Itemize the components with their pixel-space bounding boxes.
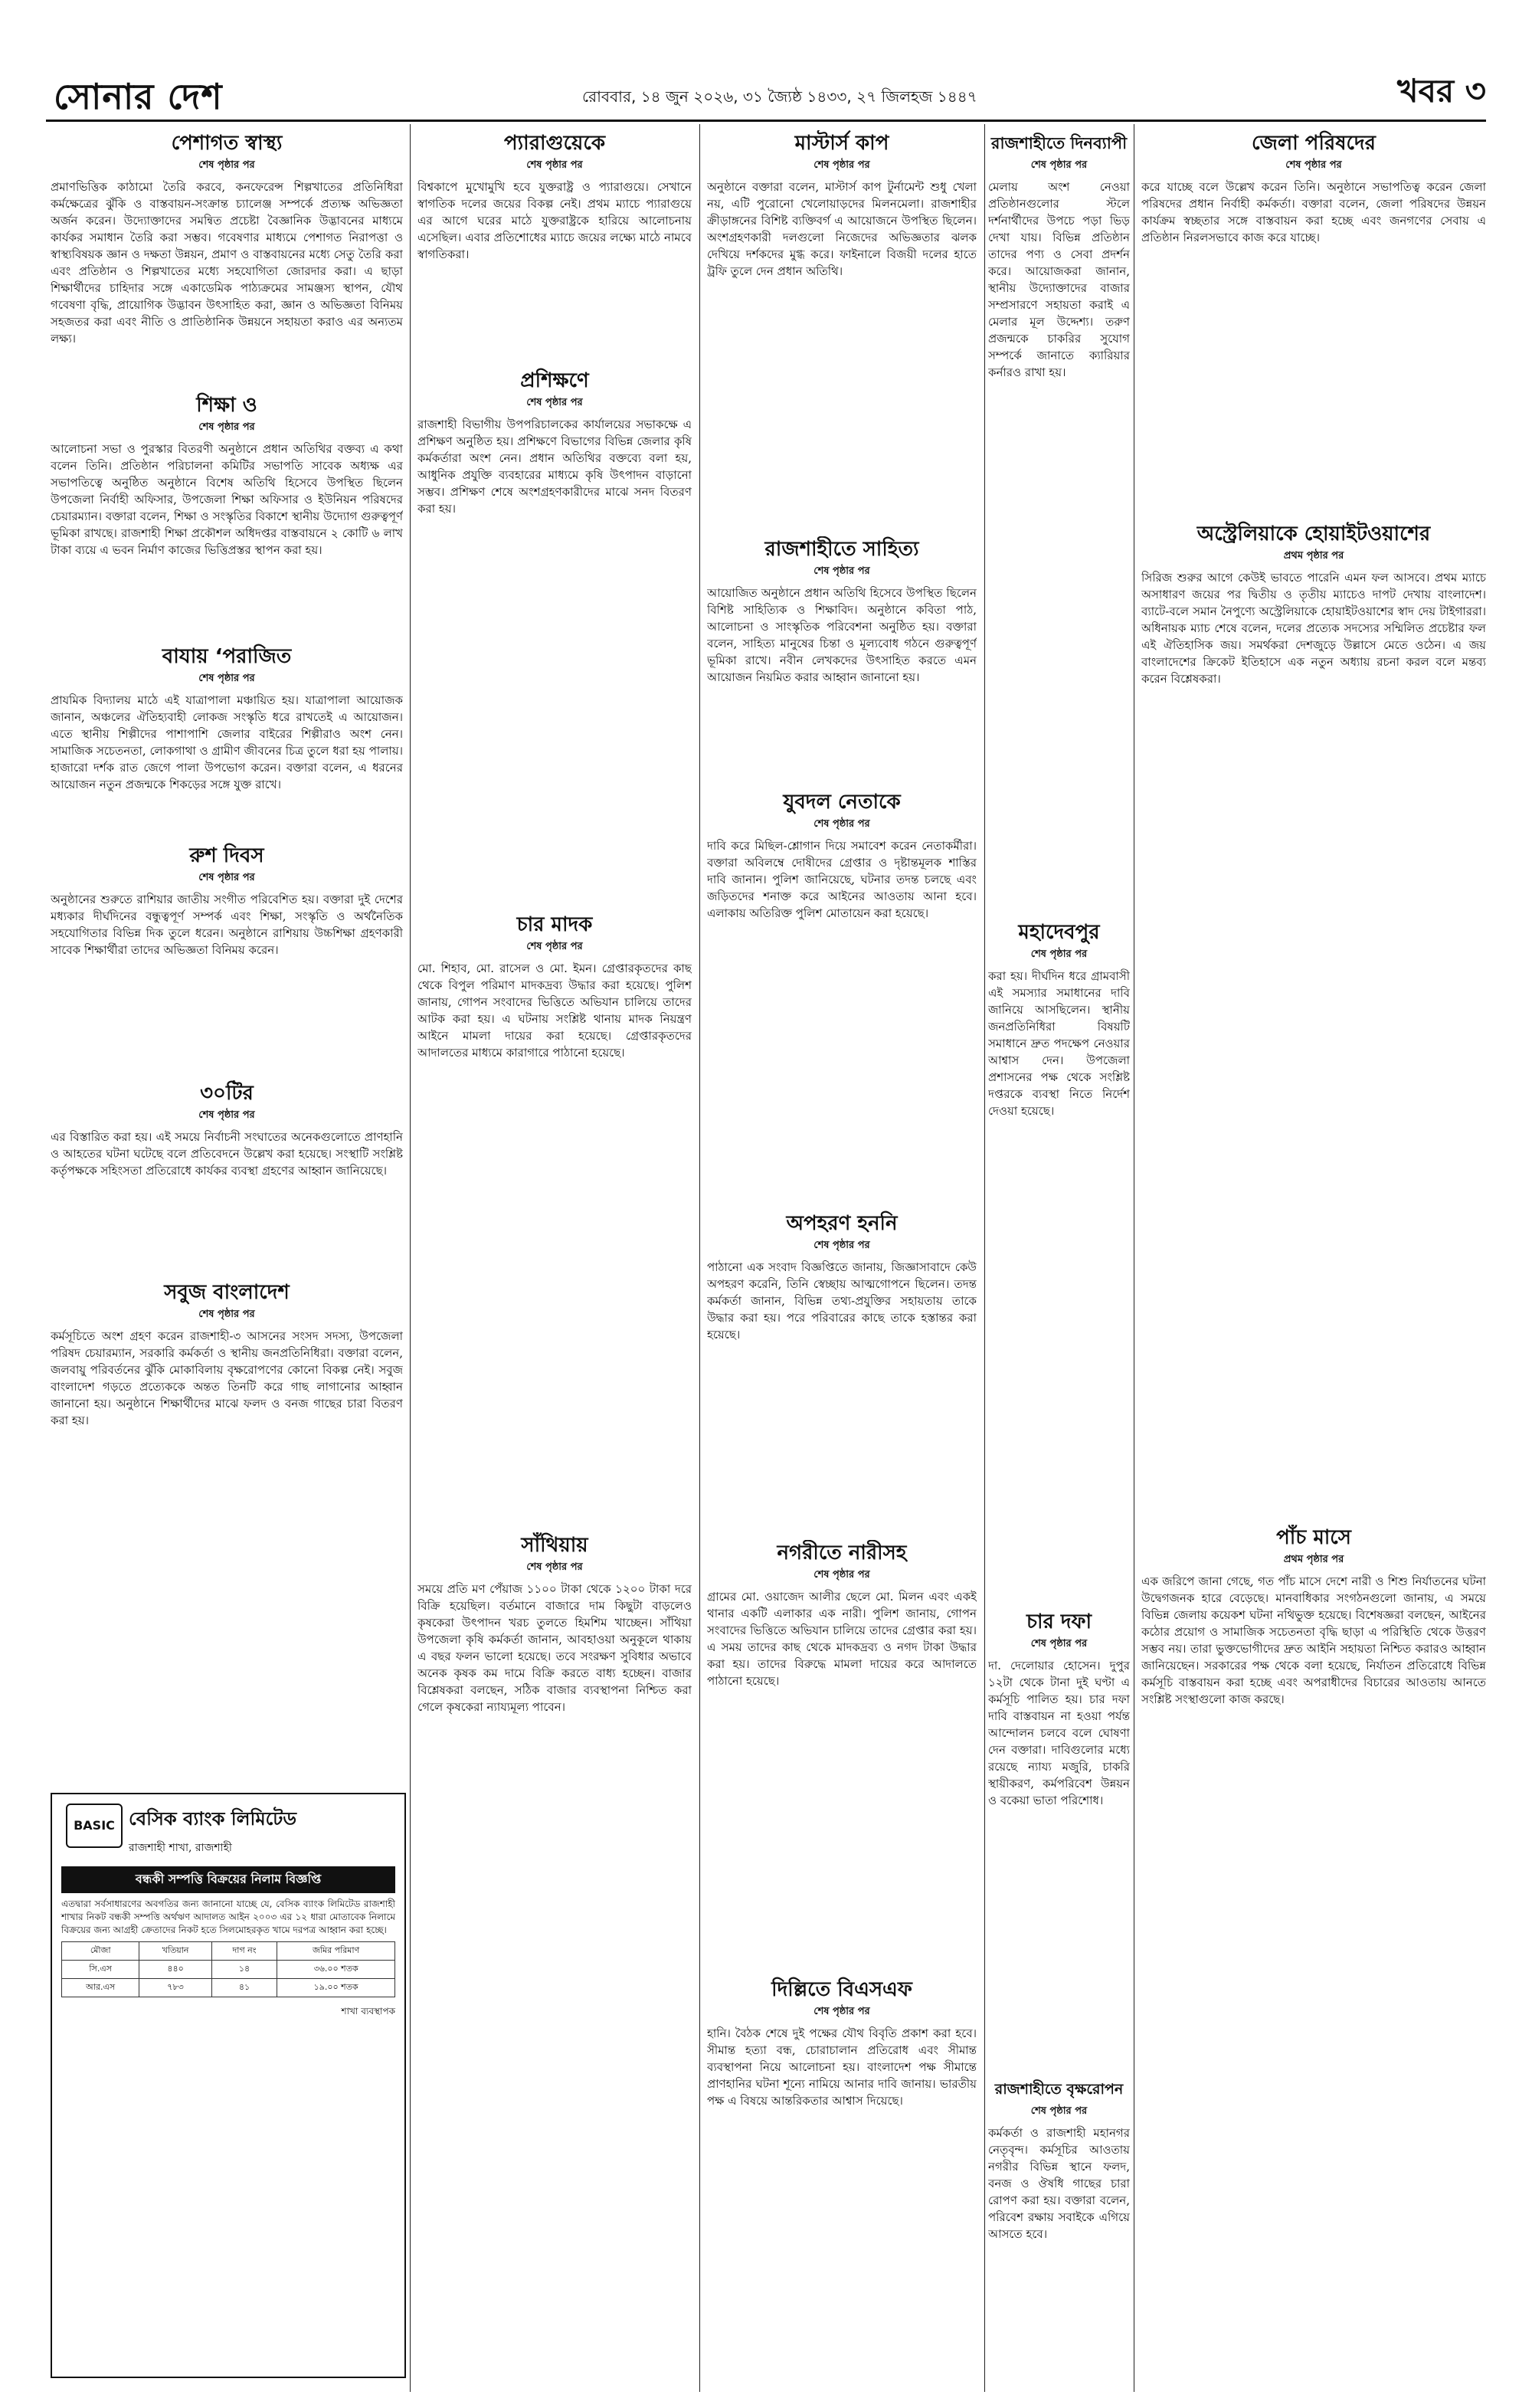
continued-label: শেষ পৃষ্ঠার পর	[198, 159, 255, 171]
bank-name: বেসিক ব্যাংক লিমিটেড	[129, 1808, 297, 1830]
story-body: প্রমাণভিত্তিক কাঠামো তৈরি করবে, কনফেরেন্স শিল্পখাতের প্রতিনিধিরা কর্মক্ষেত্রের ঝুঁকি ও বাস্তবায়ন-সংক্রান্ত চ্যালেঞ্জ সম্পর্কে প্রত্যক্ষ অভিজ্ঞতা অর্জন করেন। উদ্যোক্তাদের সমন্বিত প্রচেষ্টা বৈজ্ঞানিক উদ্ভাবনের মাধ্যমে কার্যকর সমাধান তৈরি করা সম্ভব। গবেষণার মাধ্যমে পেশাগত নিরাপত্তা ও স্বাস্থ্যবিষয়ক জ্ঞান ও দক্ষতা উন্নয়ন, প্রমাণ ও বাস্তবায়নের মধ্যে সেতু তৈরি করা এবং প্রতিষ্ঠান ও শিল্পখাতের মধ্যে সহযোগিতা জোরদার করা। এ ছাড়া শিক্ষার্থীদের চাহিদার সঙ্গে একাডেমিক পাঠ্যক্রমের সামঞ্জস্য স্থাপন, যৌথ গবেষণা বৃদ্ধি, প্রায়োগিক উদ্ভাবন উৎসাহিত করা, জ্ঞান ও অভিজ্ঞতা বিনিময় সহজতর করা এবং নীতি ও প্রাতিষ্ঠানিক উন্নয়নে সহায়তা করাও এর অন্যতম লক্ষ্য।	[51, 180, 403, 346]
story-body: হানি। বৈঠক শেষে দুই পক্ষের যৌথ বিবৃতি প্রকাশ করা হবে। সীমান্ত হত্যা বন্ধ, চোরাচালান প্রতিরোধ এবং সীমান্ত ব্যবস্থাপনা নিয়ে আলোচনা হয়। বাংলাদেশ পক্ষ সীমান্তে প্রাণহানির ঘটনা শূন্যে নামিয়ে আনার দাবি জানায়। ভারতীয় পক্ষ এ বিষয়ে আন্তরিকতার আশ্বাস দিয়েছে।	[707, 2026, 977, 2108]
story-green-bangladesh	[51, 1279, 403, 1785]
story-title: অস্ট্রেলিয়াকে হোয়াইটওয়াশের	[1196, 523, 1431, 545]
story-title: জেলা পরিষদের	[1252, 132, 1376, 155]
continued-label: শেষ পৃষ্ঠার পর	[813, 159, 870, 171]
column-divider	[699, 124, 700, 2392]
continued-label: শেষ পৃষ্ঠার পর	[1030, 1638, 1088, 1650]
story-body: মো. শিহাব, মো. রাসেল ও মো. ইমন। গ্রেপ্তারকৃতদের কাছ থেকে বিপুল পরিমাণ মাদকদ্রব্য উদ্ধার করা হয়েছে। পুলিশ জানায়, গোপন সংবাদের ভিত্তিতে অভিযান চালিয়ে তাদের আটক করা হয়। এ ঘটনায় সংশ্লিষ্ট থানায় মাদক নিয়ন্ত্রণ আইনে মামলা দায়ের করা হয়েছে। গ্রেপ্তারকৃতদের আদালতের মাধ্যমে কারাগারে পাঠানো হয়েছে।	[417, 962, 692, 1060]
bank-logo: BASIC	[66, 1804, 123, 1848]
story-literature	[707, 536, 977, 781]
newspaper-logo: সোনার দেশ	[54, 76, 223, 117]
story-body: সিরিজ শুরুর আগে কেউই ভাবতে পারেনি এমন ফল আসবে। প্রথম ম্যাচে অসাধারণ জয়ের পর দ্বিতীয় ও তৃতীয় ম্যাচেও দাপট দেখায় বাংলাদেশ। ব্যাটে-বলে সমান নৈপুণ্যে অস্ট্রেলিয়াকে হোয়াইটওয়াশের স্বাদ দেয় টাইগাররা। অধিনায়ক ম্যাচ শেষে বলেন, দলের প্রত্যেক সদস্যের সম্মিলিত প্রচেষ্টার ফল এই ঐতিহাসিক জয়। সমর্থকরা দেশজুড়ে উল্লাসে মেতে ওঠেন। এ জয় বাংলাদেশের ক্রিকেট ইতিহাসে এক নতুন অধ্যায় রচনা করল বলে মন্তব্য করেন বিশ্লেষকরা।	[1141, 571, 1486, 686]
story-title: নগরীতে নারীসহ	[777, 1541, 907, 1564]
continued-label: শেষ পৃষ্ঠার পর	[526, 159, 583, 171]
table-row	[62, 1942, 395, 1961]
continued-label: শেষ পৃষ্ঠার পর	[198, 1309, 255, 1320]
continued-label: শেষ পৃষ্ঠার পর	[526, 397, 583, 408]
story-santhia	[417, 1532, 692, 2375]
story-title: মহাদেবপুর	[1018, 921, 1100, 944]
continued-label: প্রথম পৃষ্ঠার পর	[1283, 550, 1344, 562]
story-title: ৩০টির	[200, 1082, 254, 1105]
continued-label: শেষ পৃষ্ঠার পর	[813, 565, 870, 577]
story-body: মেলায় অংশ নেওয়া প্রতিষ্ঠানগুলোর স্টলে দর্শনার্থীদের উপচে পড়া ভিড় দেখা যায়। বিভিন্ন প্রতিষ্ঠান তাদের পণ্য ও সেবা প্রদর্শন করে। আয়োজকরা জানান, স্থানীয় উদ্যোক্তাদের বাজার সম্প্রসারণে সহায়তা করাই এ মেলার মূল উদ্দেশ্য। তরুণ প্রজন্মকে চাকরির সুযোগ সম্পর্কে জানাতে ক্যারিয়ার কর্নারও রাখা হয়।	[988, 180, 1130, 379]
continued-label: শেষ পৃষ্ঠার পর	[813, 2006, 870, 2017]
continued-label: শেষ পৃষ্ঠার পর	[813, 1569, 870, 1581]
story-day-long	[988, 130, 1130, 912]
continued-label: প্রথম পৃষ্ঠার পর	[1283, 1554, 1344, 1565]
property-table	[61, 1941, 395, 1997]
story-four-drugs	[417, 912, 692, 1463]
masthead	[0, 0, 1532, 115]
story-title: রাজশাহীতে দিনব্যাপী	[990, 134, 1128, 152]
continued-label: শেষ পৃষ্ঠার পর	[1285, 159, 1342, 171]
story-masters-cup	[707, 130, 977, 529]
table-row	[62, 1961, 395, 1979]
story-body: অনুষ্ঠানে বক্তারা বলেন, মাস্টার্স কাপ টুর্নামেন্ট শুধু খেলা নয়, এটি পুরোনো খেলোয়াড়দের মিলনমেলা। রাজশাহীর ক্রীড়াঙ্গনের বিশিষ্ট ব্যক্তিবর্গ এ আয়োজনে উপস্থিত ছিলেন। অংশগ্রহণকারী দলগুলো নিজেদের অভিজ্ঞতার ঝলক দেখিয়ে দর্শকদের মুগ্ধ করে। ফাইনালে বিজয়ী দলের হাতে ট্রফি তুলে দেন প্রধান অতিথি।	[707, 180, 977, 278]
table-cell: মৌজা	[62, 1942, 139, 1961]
story-title: যুবদল নেতাকে	[783, 791, 901, 814]
table-cell: ৪৪০	[139, 1961, 211, 1979]
continued-label: শেষ পৃষ্ঠার পর	[1030, 2105, 1088, 2117]
table-cell: দাগ নং	[211, 1942, 277, 1961]
story-district-council	[1141, 130, 1486, 513]
continued-label: শেষ পৃষ্ঠার পর	[198, 421, 255, 433]
table-cell: আর.এস	[62, 1979, 139, 1997]
story-jatra	[51, 644, 403, 835]
story-title: রাজশাহীতে সাহিত্য	[764, 538, 919, 561]
story-jubodal	[707, 789, 977, 1203]
story-occupational-health	[51, 130, 403, 383]
story-training	[417, 368, 692, 751]
story-australia-whitewash	[1141, 521, 1486, 1517]
story-mohadevpur	[988, 919, 1130, 1601]
story-title: চার দফা	[1026, 1610, 1092, 1633]
table-cell: জমির পরিমাণ	[277, 1942, 395, 1961]
story-body: দাবি করে মিছিল-শ্লোগান দিয়ে সমাবেশ করেন নেতাকর্মীরা। বক্তারা অবিলম্বে দোষীদের গ্রেপ্তার ও দৃষ্টান্তমূলক শাস্তির দাবি জানান। পুলিশ জানিয়েছে, ঘটনার তদন্ত চলছে এবং জড়িতদের শনাক্ত করে আইনের আওতায় আনা হবে। এলাকায় অতিরিক্ত পুলিশ মোতায়েন করা হয়েছে।	[707, 839, 977, 920]
story-title: শিক্ষা ও	[196, 394, 257, 417]
story-body: কর্মকর্তা ও রাজশাহী মহানগর নেতৃবৃন্দ। কর্মসূচির আওতায় নগরীর বিভিন্ন স্থানে ফলদ, বনজ ও ঔষধি গাছের চারা রোপণ করা হয়। বক্তারা বলেন, পরিবেশ রক্ষায় সবাইকে এগিয়ে আসতে হবে।	[988, 2126, 1130, 2241]
story-title: চার মাদক	[516, 913, 593, 936]
story-four-demands	[988, 1609, 1130, 2069]
column-divider	[410, 124, 411, 2392]
table-cell: ৩৬.০০ শতক	[277, 1961, 395, 1979]
story-body: এক জরিপে জানা গেছে, গত পাঁচ মাসে দেশে নারী ও শিশু নির্যাতনের ঘটনা উদ্বেগজনক হারে বেড়েছে। মানবাধিকার সংগঠনগুলো জানায়, এ সময়ে বিভিন্ন জেলায় কয়েকশ ঘটনা নথিভুক্ত হয়েছে। বিশেষজ্ঞরা বলছেন, আইনের কঠোর প্রয়োগ ও সামাজিক সচেতনতা বৃদ্ধি ছাড়া এ পরিস্থিতি থেকে উত্তরণ সম্ভব নয়। তারা ভুক্তভোগীদের দ্রুত আইনি সহায়তা নিশ্চিত করারও আহ্বান জানিয়েছেন। সরকারের পক্ষ থেকে বলা হয়েছে, নির্যাতন প্রতিরোধে বিভিন্ন কর্মসূচি বাস্তবায়ন করা হচ্ছে এবং অপরাধীদের বিচারের আওতায় আনতে সংশ্লিষ্ট সংস্থাগুলো কাজ করছে।	[1141, 1574, 1486, 1706]
story-city-woman	[707, 1540, 977, 1969]
continued-label: শেষ পৃষ্ঠার পর	[813, 818, 870, 830]
story-five-months	[1141, 1525, 1486, 2375]
story-title: পাঁচ মাসে	[1276, 1526, 1351, 1549]
story-body: কর্মসূচিতে অংশ গ্রহণ করেন রাজশাহী-৩ আসনের সংসদ সদস্য, উপজেলা পরিষদ চেয়ারম্যান, সরকারি কর্মকর্তা ও স্থানীয় জনপ্রতিনিধিরা। বক্তারা বলেন, জলবায়ু পরিবর্তনের ঝুঁকি মোকাবিলায় বৃক্ষরোপণের কোনো বিকল্প নেই। সবুজ বাংলাদেশ গড়তে প্রত্যেককে অন্তত তিনটি করে গাছ লাগানোর আহ্বান জানানো হয়। অনুষ্ঠানে শিক্ষার্থীদের মাঝে ফলদ ও বনজ গাছের চারা বিতরণ করা হয়।	[51, 1329, 403, 1427]
story-title: রাজশাহীতে বৃক্ষরোপন	[994, 2081, 1124, 2098]
continued-label: শেষ পৃষ্ঠার পর	[813, 1240, 870, 1251]
continued-label: শেষ পৃষ্ঠার পর	[198, 872, 255, 883]
bank-branch: রাজশাহী শাখা, রাজশাহী	[129, 1842, 232, 1854]
story-russia-day	[51, 843, 403, 1073]
story-thirty	[51, 1080, 403, 1272]
story-title: মাস্টার্স কাপ	[794, 132, 889, 155]
story-tree-planting	[988, 2076, 1130, 2375]
table-row	[62, 1979, 395, 1997]
section-label: খবর ৩	[1397, 72, 1486, 110]
table-cell: ১৪	[211, 1961, 277, 1979]
story-body: করে যাচ্ছে বলে উল্লেখ করেন তিনি। অনুষ্ঠানে সভাপতিত্ব করেন জেলা পরিষদের প্রধান নির্বাহী কর্মকর্তা। বক্তারা বলেন, জেলা পরিষদের উন্নয়ন কার্যক্রম স্বচ্ছতার সঙ্গে বাস্তবায়ন করা হচ্ছে এবং জনগণের সেবায় এ প্রতিষ্ঠান নিরলসভাবে কাজ করে যাচ্ছে।	[1141, 180, 1486, 244]
story-body: বিশ্বকাপে মুখোমুখি হবে যুক্তরাষ্ট্র ও প্যারাগুয়ে। সেখানে স্বাগতিক দলের জয়ের বিকল্প নেই। প্রথম ম্যাচে প্যারাগুয়ে এর আগে ঘরের মাঠে যুক্তরাষ্ট্রকে হারিয়ে আলোচনায় এসেছিল। এবার প্রতিশোধের ম্যাচে জয়ের লক্ষ্যে মাঠে নামবে স্বাগতিকরা।	[417, 180, 692, 261]
story-education	[51, 392, 403, 637]
notice-heading: বন্ধকী সম্পত্তি বিক্রয়ের নিলাম বিজ্ঞপ্তি	[61, 1866, 395, 1893]
story-body: সময়ে প্রতি মণ পেঁয়াজ ১১০০ টাকা থেকে ১২০০ টাকা দরে বিক্রি হয়েছিল। বর্তমানে বাজারে দাম কিছুটা বাড়লেও কৃষকেরা উৎপাদন খরচ তুলতে হিমশিম খাচ্ছেন। সাঁথিয়া উপজেলা কৃষি কর্মকর্তা জানান, আবহাওয়া অনুকূলে থাকায় এ বছর ফলন ভালো হয়েছে। তবে সংরক্ষণ সুবিধার অভাবে অনেক কৃষক কম দামে বিক্রি করতে বাধ্য হচ্ছেন। বাজার বিশ্লেষকরা বলছেন, সঠিক বাজার ব্যবস্থাপনা নিশ্চিত করা গেলে কৃষকেরা ন্যায্যমূল্য পাবেন।	[417, 1582, 692, 1714]
story-title: পেশাগত স্বাস্থ্য	[171, 132, 283, 155]
continued-label: শেষ পৃষ্ঠার পর	[526, 1561, 583, 1573]
table-cell: ৪১	[211, 1979, 277, 1997]
table-cell: ১৯.০০ শতক	[277, 1979, 395, 1997]
table-cell: খতিয়ান	[139, 1942, 211, 1961]
masthead-rule	[46, 120, 1486, 122]
dateline: রোববার, ১৪ জুন ২০২৬, ৩১ জ্যৈষ্ঠ ১৪৩৩, ২৭ জিলহজ ১৪৪৭	[582, 87, 977, 106]
story-body: পাঠানো এক সংবাদ বিজ্ঞপ্তিতে জানায়, জিজ্ঞাসাবাদে কেউ অপহরণ করেনি, তিনি স্বেচ্ছায় আত্মগোপনে ছিলেন। তদন্ত কর্মকর্তা জানান, বিভিন্ন তথ্য-প্রযুক্তির সহায়তায় তাকে উদ্ধার করা হয়। পরে পরিবারের কাছে তাকে হস্তান্তর করা হয়েছে।	[707, 1260, 977, 1342]
story-body: আয়োজিত অনুষ্ঠানে প্রধান অতিথি হিসেবে উপস্থিত ছিলেন বিশিষ্ট সাহিত্যিক ও শিক্ষাবিদ। অনুষ্ঠানে কবিতা পাঠ, আলোচনা ও সাংস্কৃতিক পরিবেশনা অনুষ্ঠিত হয়। বক্তারা বলেন, সাহিত্য মানুষের চিন্তা ও মূল্যবোধ গঠনে গুরুত্বপূর্ণ ভূমিকা রাখে। নবীন লেখকদের উৎসাহিত করতে এমন আয়োজন নিয়মিত করার আহ্বান জানানো হয়।	[707, 586, 977, 684]
continued-label: শেষ পৃষ্ঠার পর	[1030, 948, 1088, 960]
continued-label: শেষ পৃষ্ঠার পর	[526, 941, 583, 952]
story-body: দা. দেলোয়ার হোসেন। দুপুর ১২টা থেকে টানা দুই ঘণ্টা এ কর্মসূচি পালিত হয়। চার দফা দাবি বাস্তবায়ন না হওয়া পর্যন্ত আন্দোলন চলবে বলে ঘোষণা দেন বক্তারা। দাবিগুলোর মধ্যে রয়েছে ন্যায্য মজুরি, চাকরি স্থায়ীকরণ, কর্মপরিবেশ উন্নয়ন ও বকেয়া ভাতা পরিশোধ।	[988, 1659, 1130, 1807]
ad-signature: শাখা ব্যবস্থাপক	[341, 2006, 395, 2016]
story-title: সাঁথিয়ায়	[521, 1534, 588, 1557]
story-body: আলোচনা সভা ও পুরস্কার বিতরণী অনুষ্ঠানে প্রধান অতিথির বক্তব্য এ কথা বলেন তিনি। প্রতিষ্ঠান পরিচালনা কমিটির সভাপতি সাবেক অধ্যক্ষ এর সভাপতিত্বে অনুষ্ঠিত অনুষ্ঠানে বিশেষ অতিথি হিসেবে উপস্থিত ছিলেন উপজেলা নির্বাহী অফিসার, উপজেলা শিক্ষা অফিসার ও ইউনিয়ন পরিষদের চেয়ারম্যান। বক্তারা বলেন, শিক্ষা ও সংস্কৃতির বিকাশে স্থানীয় উদ্যোগ গুরুত্বপূর্ণ ভূমিকা রাখছে। রাজশাহী শিক্ষা প্রকৌশল অধিদপ্তর বাস্তবায়নে ২ কোটি ৬ লাখ টাকা ব্যয়ে এ ভবন নির্মাণ কাজের ভিত্তিপ্রস্তর স্থাপন করা হয়।	[51, 442, 403, 557]
table-cell: ৭৮৩	[139, 1979, 211, 1997]
story-title: রুশ দিবস	[189, 844, 264, 867]
story-title: অপহরণ হননি	[786, 1212, 898, 1235]
story-title: বাযায় ‘পরাজিত	[162, 645, 292, 668]
story-body: অনুষ্ঠানের শুরুতে রাশিয়ার জাতীয় সংগীত পরিবেশিত হয়। বক্তারা দুই দেশের মধ্যকার দীর্ঘদিনের বন্ধুত্বপূর্ণ সম্পর্ক এবং শিক্ষা, সংস্কৃতি ও অর্থনৈতিক সহযোগিতার বিভিন্ন দিক তুলে ধরেন। অনুষ্ঠানে রাশিয়ায় উচ্চশিক্ষা গ্রহণকারী সাবেক শিক্ষার্থীরা তাদের অভিজ্ঞতা বিনিময় করেন।	[51, 893, 403, 957]
column-divider	[984, 124, 985, 2392]
table-cell: সি.এস	[62, 1961, 139, 1979]
story-body: রাজশাহী বিভাগীয় উপপরিচালকের কার্যালয়ের সভাকক্ষে এ প্রশিক্ষণ অনুষ্ঠিত হয়। প্রশিক্ষণে বিভাগের বিভিন্ন জেলার কৃষি কর্মকর্তারা অংশ নেন। প্রধান অতিথির বক্তব্যে বলা হয়, আধুনিক প্রযুক্তি ব্যবহারের মাধ্যমে কৃষি উৎপাদন বাড়ানো সম্ভব। প্রশিক্ষণ শেষে অংশগ্রহণকারীদের মাঝে সনদ বিতরণ করা হয়।	[417, 418, 692, 516]
story-not-abducted	[707, 1211, 977, 1532]
story-body: এর বিস্তারিত করা হয়। এই সময়ে নির্বাচনী সংঘাতের অনেকগুলোতে প্রাণহানি ও আহতের ঘটনা ঘটেছে বলে প্রতিবেদনে উল্লেখ করা হয়েছে। সংস্থাটি সংশ্লিষ্ট কর্তৃপক্ষকে সহিংসতা প্রতিরোধে কার্যকর ব্যবস্থা গ্রহণের আহ্বান জানিয়েছে।	[51, 1130, 403, 1178]
continued-label: শেষ পৃষ্ঠার পর	[198, 1109, 255, 1121]
story-bsf-delhi	[707, 1977, 977, 2375]
story-title: প্যারাগুয়েকে	[503, 132, 606, 155]
story-title: সবুজ বাংলাদেশ	[164, 1281, 290, 1304]
story-body: গ্রামের মো. ওয়াজেদ আলীর ছেলে মো. মিলন এবং একই থানার একটি এলাকার এক নারী। পুলিশ জানায়, গোপন সংবাদের ভিত্তিতে অভিযান চালিয়ে তাদের গ্রেপ্তার করা হয়। এ সময় তাদের কাছ থেকে মাদকদ্রব্য ও নগদ টাকা উদ্ধার করা হয়। তাদের বিরুদ্ধে মামলা দায়ের করে আদালতে পাঠানো হয়েছে।	[707, 1590, 977, 1688]
story-body: করা হয়। দীর্ঘদিন ধরে গ্রামবাসী এই সমস্যার সমাধানের দাবি জানিয়ে আসছিলেন। স্থানীয় জনপ্রতিনিধিরা বিষয়টি সমাধানে দ্রুত পদক্ষেপ নেওয়ার আশ্বাস দেন। উপজেলা প্রশাসনের পক্ষ থেকে সংশ্লিষ্ট দপ্তরকে ব্যবস্থা নিতে নির্দেশ দেওয়া হয়েছে।	[988, 969, 1130, 1118]
story-paraguay	[417, 130, 692, 360]
bank-auction-ad	[51, 1793, 406, 2378]
story-title: প্রশিক্ষণে	[520, 369, 589, 392]
story-title: দিল্লিতে বিএসএফ	[771, 1978, 912, 2001]
notice-body: এতদ্বারা সর্বসাধারণের অবগতির জন্য জানানো যাচ্ছে যে, বেসিক ব্যাংক লিমিটেড রাজশাহী শাখার নিকট বন্ধকী সম্পত্তি অর্থঋণ আদালত আইন ২০০৩ এর ১২ ধারা মোতাবেক নিলামে বিক্রয়ের জন্য আগ্রহী ক্রেতাদের নিকট হতে সিলমোহরকৃত খামে দরপত্র আহ্বান করা হচ্ছে।	[61, 1899, 395, 1935]
story-body: প্রাযমিক বিদ্যালয় মাঠে এই যাত্রাপালা মঞ্চায়িত হয়। যাত্রাপালা আয়োজক জানান, অঞ্চলের ঐতিহ্যবাহী লোকজ সংস্কৃতি ধরে রাখতেই এ আয়োজন। এতে স্থানীয় শিল্পীদের পাশাপাশি জেলার বাইরের শিল্পীরাও অংশ নেন। সামাজিক সচেতনতা, লোকগাথা ও গ্রামীণ জীবনের চিত্র তুলে ধরা হয় পালায়। হাজারো দর্শক রাত জেগে পালা উপভোগ করেন। বক্তারা বলেন, এ ধরনের আয়োজন নতুন প্রজন্মকে শিকড়ের সঙ্গে যুক্ত রাখে।	[51, 693, 403, 791]
continued-label: শেষ পৃষ্ঠার পর	[1030, 159, 1088, 171]
continued-label: শেষ পৃষ্ঠার পর	[198, 673, 255, 684]
